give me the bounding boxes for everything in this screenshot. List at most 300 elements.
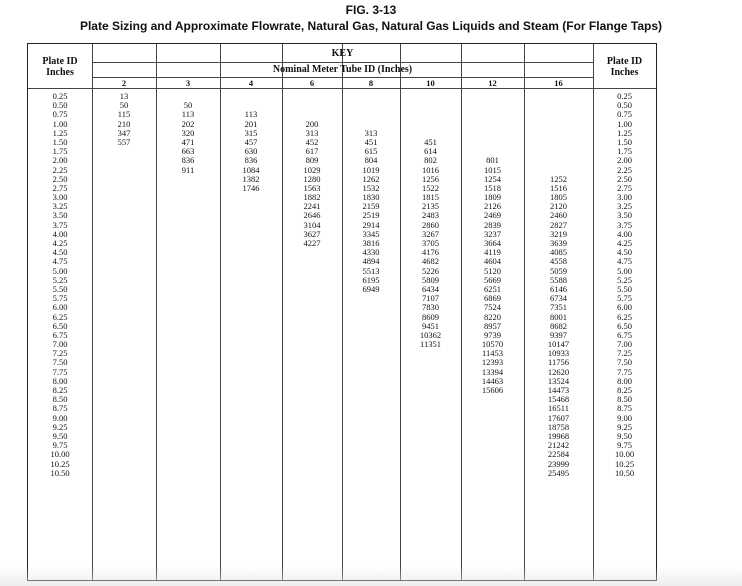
plate-id-cell: 4.00 <box>52 228 68 239</box>
flowrate-cell <box>342 358 400 367</box>
flowrate-cell <box>156 221 220 230</box>
flowrate-cell: 19968 <box>547 430 570 441</box>
plate-id-cell: 8.75 <box>617 403 632 414</box>
plate-id-cell: 7.25 <box>617 348 632 359</box>
plate-id-cell: 0.75 <box>617 109 632 120</box>
flowrate-cell <box>220 257 282 266</box>
flowrate-cell: 12620 <box>547 366 570 377</box>
flowrate-cell: 2241 <box>303 201 321 212</box>
tube-id-subheader: Nominal Meter Tube ID (Inches) <box>272 64 413 75</box>
plate-id-cell: 6.75 <box>52 329 68 340</box>
flowrate-cell: 16511 <box>548 403 569 414</box>
flowrate-cell <box>400 460 461 469</box>
flowrate-cell: 15468 <box>547 394 570 405</box>
flowrate-cell <box>400 395 461 404</box>
flowrate-cell <box>220 276 282 285</box>
plate-id-cell: 1.75 <box>617 146 632 157</box>
flowrate-cell <box>282 414 342 423</box>
flowrate-cell <box>220 221 282 230</box>
plate-id-cell: 6.25 <box>52 311 68 322</box>
flowrate-cell: 451 <box>364 136 378 147</box>
flowrate-cell <box>156 340 220 349</box>
flowrate-cell <box>156 450 220 459</box>
flow-column-6in <box>282 92 342 478</box>
flowrate-cell: 11453 <box>482 348 503 359</box>
plate-id-cell: 5.25 <box>52 274 68 285</box>
flowrate-cell: 2519 <box>362 210 380 221</box>
flowrate-cell <box>156 469 220 478</box>
flowrate-cell: 2159 <box>362 201 380 212</box>
flowrate-cell <box>282 432 342 441</box>
flowrate-cell <box>461 138 524 147</box>
plate-id-cell: 8.50 <box>617 394 632 405</box>
flowrate-cell <box>220 368 282 377</box>
flowrate-cell: 10147 <box>547 339 570 350</box>
flowrate-cell: 13 <box>119 91 129 101</box>
flowrate-cell: 313 <box>305 127 319 138</box>
flowrate-cell: 3816 <box>362 238 380 248</box>
flowrate-cell <box>92 202 156 211</box>
plate-id-cell: 8.75 <box>52 403 68 414</box>
flowrate-cell: 663 <box>181 146 195 157</box>
flowrate-cell: 2483 <box>422 210 439 221</box>
flowrate-cell <box>156 175 220 184</box>
flowrate-cell <box>92 313 156 322</box>
flowrate-cell: 5809 <box>422 274 439 285</box>
flowrate-cell <box>92 395 156 404</box>
flowrate-cell: 451 <box>424 136 437 147</box>
plate-id-cell: 3.00 <box>52 192 68 203</box>
flowrate-cell: 6434 <box>422 283 439 294</box>
flowrate-cell <box>220 441 282 450</box>
flowrate-cell <box>282 303 342 312</box>
flowrate-cell <box>220 322 282 331</box>
plate-id-cell: 10.25 <box>50 458 70 469</box>
flowrate-cell: 4085 <box>550 247 567 258</box>
flowrate-cell: 6195 <box>362 274 380 285</box>
flowrate-cell <box>282 469 342 478</box>
plate-id-cell: 5.75 <box>617 293 632 304</box>
flowrate-cell <box>92 239 156 248</box>
flowrate-cell <box>400 120 461 129</box>
flowrate-cell: 8001 <box>550 311 567 322</box>
flowrate-cell: 3664 <box>484 238 501 248</box>
flowrate-cell <box>461 460 524 469</box>
flowrate-cell: 1254 <box>484 173 501 184</box>
plate-id-cell: 6.50 <box>617 320 632 331</box>
flowrate-cell <box>400 358 461 367</box>
flowrate-cell: 13394 <box>481 366 504 377</box>
plate-id-cell: 0.25 <box>52 91 68 101</box>
flowrate-cell <box>400 432 461 441</box>
plate-id-cell: 4.25 <box>52 238 68 248</box>
flowrate-cell: 12393 <box>481 357 504 368</box>
right-plate-id-header <box>593 56 656 78</box>
plate-id-cell: 2.75 <box>617 182 632 193</box>
flowrate-cell <box>342 441 400 450</box>
tube-size-2: 2 <box>121 78 127 88</box>
flowrate-cell: 1382 <box>242 173 260 184</box>
figure-number: FIG. 3-13 <box>345 3 397 17</box>
flowrate-cell <box>220 358 282 367</box>
plate-id-cell: 2.25 <box>52 164 68 175</box>
flowrate-cell: 802 <box>424 155 437 166</box>
plate-id-cell: 2.50 <box>52 173 68 184</box>
flowrate-cell <box>92 248 156 257</box>
flowrate-cell: 1805 <box>550 192 567 203</box>
flowrate-cell <box>461 92 524 101</box>
flowrate-cell: 14473 <box>547 385 570 395</box>
left-plate-id-header <box>28 56 92 78</box>
flowrate-cell <box>342 322 400 331</box>
flowrate-cell: 3267 <box>422 228 439 239</box>
plate-id-cell: 7.75 <box>52 366 68 377</box>
flowrate-cell <box>282 92 342 101</box>
flowrate-cell: 2646 <box>303 210 321 221</box>
plate-id-cell: 1.25 <box>52 127 68 138</box>
flowrate-cell <box>156 303 220 312</box>
flowrate-cell: 9451 <box>422 320 439 331</box>
flowrate-cell: 3705 <box>422 238 439 248</box>
flowrate-cell <box>342 331 400 340</box>
flowrate-cell <box>220 285 282 294</box>
flow-column-4in <box>220 92 282 478</box>
flowrate-cell <box>461 450 524 459</box>
flow-column-12in <box>461 92 524 478</box>
plate-id-cell: 5.50 <box>52 283 68 294</box>
flowrate-cell: 347 <box>117 127 131 138</box>
flowrate-cell <box>400 368 461 377</box>
plate-id-cell: 5.75 <box>52 293 68 304</box>
flowrate-cell <box>342 460 400 469</box>
flowrate-cell: 202 <box>181 118 195 129</box>
flowrate-cell: 5513 <box>362 265 380 276</box>
flowrate-cell <box>220 414 282 423</box>
plate-id-cell: 7.50 <box>52 357 68 368</box>
flowrate-cell: 17607 <box>547 412 570 423</box>
flowrate-cell: 1815 <box>422 192 439 203</box>
flowrate-cell: 2469 <box>484 210 501 221</box>
flowrate-cell <box>282 331 342 340</box>
flowrate-cell <box>282 294 342 303</box>
flowrate-cell <box>342 377 400 386</box>
plate-id-cell: 7.00 <box>52 339 68 350</box>
flowrate-cell: 1516 <box>550 182 567 193</box>
flowrate-cell <box>220 450 282 459</box>
flowrate-cell <box>282 460 342 469</box>
plate-id-cell: 3.50 <box>52 210 68 221</box>
flowrate-cell: 1262 <box>362 173 380 184</box>
flowrate-cell <box>282 404 342 413</box>
flowrate-cell <box>282 248 342 257</box>
flowrate-cell: 1280 <box>303 173 321 184</box>
flowrate-cell: 3237 <box>484 228 501 239</box>
plate-id-cell: 10.25 <box>614 458 635 469</box>
flowrate-cell: 200 <box>305 118 319 129</box>
flowrate-cell: 7524 <box>484 302 501 313</box>
flowrate-cell: 4604 <box>484 256 501 267</box>
flowrate-cell: 3639 <box>550 238 567 248</box>
flowrate-cell <box>220 331 282 340</box>
flowrate-cell <box>156 331 220 340</box>
plate-id-cell: 2.75 <box>52 182 68 193</box>
flowrate-cell <box>92 460 156 469</box>
flowrate-cell <box>400 110 461 119</box>
flowrate-cell: 5669 <box>484 274 501 285</box>
flowrate-cell <box>92 432 156 441</box>
flowrate-cell: 1256 <box>422 173 439 184</box>
plate-id-cell: 8.25 <box>52 385 68 395</box>
flowrate-cell <box>400 423 461 432</box>
plate-id-cell: 0.50 <box>617 100 632 111</box>
flowrate-cell: 5120 <box>484 265 501 276</box>
flowrate-cell: 9739 <box>484 329 501 340</box>
flowrate-cell: 1830 <box>362 192 380 203</box>
flowrate-cell: 7107 <box>422 293 439 304</box>
flowrate-cell <box>282 285 342 294</box>
flowrate-cell: 13524 <box>547 375 570 386</box>
flowrate-cell: 614 <box>424 146 437 157</box>
flowrate-cell <box>400 101 461 110</box>
flowrate-cell: 315 <box>244 127 258 138</box>
flowrate-cell <box>461 404 524 413</box>
flowrate-cell: 1252 <box>550 173 567 184</box>
flowrate-cell <box>92 147 156 156</box>
flowrate-cell <box>220 239 282 248</box>
flowrate-cell: 911 <box>181 164 195 175</box>
flowrate-cell: 2135 <box>422 201 439 212</box>
flowrate-cell: 4558 <box>550 256 567 267</box>
plate-id-cell: 9.00 <box>617 412 632 423</box>
flowrate-cell: 320 <box>181 127 195 138</box>
flowrate-cell <box>400 386 461 395</box>
flowrate-cell <box>461 129 524 138</box>
plate-id-cell: 5.00 <box>617 265 632 276</box>
flowrate-cell: 21242 <box>547 440 570 451</box>
flowrate-table <box>27 43 657 581</box>
flowrate-cell: 3345 <box>362 228 380 239</box>
flowrate-cell <box>282 450 342 459</box>
tube-size-8: 8 <box>368 78 374 88</box>
plate-id-cell: 5.50 <box>617 283 632 294</box>
plate-id-cell: 2.00 <box>52 155 68 166</box>
flowrate-cell <box>220 349 282 358</box>
flowrate-cell <box>156 193 220 202</box>
flowrate-cell <box>524 92 593 101</box>
flowrate-cell <box>282 349 342 358</box>
flowrate-cell: 7830 <box>422 302 439 313</box>
flowrate-cell <box>282 101 342 110</box>
flowrate-cell <box>342 313 400 322</box>
flowrate-cell <box>524 129 593 138</box>
plate-id-cell: 8.50 <box>52 394 68 405</box>
plate-id-cell: 4.75 <box>617 256 632 267</box>
flowrate-cell: 14463 <box>481 375 504 386</box>
flowrate-cell: 1809 <box>484 192 501 203</box>
bottom-shadow <box>0 566 742 586</box>
flowrate-cell <box>92 331 156 340</box>
plate-id-column-left <box>28 92 92 478</box>
flowrate-cell <box>400 377 461 386</box>
flowrate-cell <box>156 358 220 367</box>
flowrate-cell <box>92 423 156 432</box>
tube-size-12: 12 <box>488 78 497 88</box>
flowrate-cell <box>156 395 220 404</box>
flowrate-cell <box>220 248 282 257</box>
plate-id-cell: 10.50 <box>614 467 635 478</box>
flowrate-cell <box>156 322 220 331</box>
flowrate-cell: 3219 <box>550 228 567 239</box>
flowrate-cell: 557 <box>117 136 131 147</box>
plate-id-cell: 0.50 <box>52 100 68 111</box>
flowrate-cell: 8609 <box>422 311 439 322</box>
flowrate-cell: 1532 <box>362 182 380 193</box>
flowrate-cell: 4119 <box>484 247 501 258</box>
flowrate-cell <box>220 211 282 220</box>
flowrate-cell <box>92 294 156 303</box>
right-header-line1: Plate ID <box>606 56 643 67</box>
plate-id-cell: 9.75 <box>617 440 632 451</box>
plate-id-cell: 4.25 <box>617 238 632 248</box>
flowrate-cell <box>220 193 282 202</box>
flowrate-cell <box>282 441 342 450</box>
plate-id-cell: 1.25 <box>617 127 632 138</box>
flowrate-cell <box>342 432 400 441</box>
flowrate-cell: 22584 <box>547 449 570 460</box>
plate-id-cell: 3.50 <box>617 210 632 221</box>
flowrate-cell: 201 <box>244 118 258 129</box>
plate-id-cell: 9.00 <box>52 412 68 423</box>
flowrate-cell: 25495 <box>547 467 570 478</box>
flowrate-cell <box>461 469 524 478</box>
flowrate-cell <box>156 285 220 294</box>
flowrate-cell: 2914 <box>362 219 380 230</box>
flowrate-cell <box>92 441 156 450</box>
flowrate-cell <box>92 349 156 358</box>
flowrate-cell: 1522 <box>422 182 439 193</box>
plate-id-cell: 1.00 <box>617 118 632 129</box>
flowrate-cell: 3627 <box>303 228 321 239</box>
plate-id-cell: 2.00 <box>617 155 632 166</box>
flowrate-cell <box>220 230 282 239</box>
flowrate-cell <box>92 193 156 202</box>
flowrate-cell <box>156 239 220 248</box>
flowrate-cell <box>156 294 220 303</box>
flowrate-cell: 452 <box>305 136 319 147</box>
plate-id-cell: 8.00 <box>617 375 632 386</box>
flowrate-cell <box>342 294 400 303</box>
plate-id-cell: 5.00 <box>52 265 68 276</box>
flowrate-cell <box>220 377 282 386</box>
flowrate-cell: 615 <box>364 146 378 157</box>
flowrate-cell <box>342 340 400 349</box>
flowrate-cell <box>461 101 524 110</box>
plate-id-cell: 9.75 <box>52 440 68 451</box>
flowrate-cell: 1015 <box>484 164 501 175</box>
flowrate-cell <box>282 322 342 331</box>
flowrate-cell: 2120 <box>550 201 567 212</box>
flowrate-cell <box>342 386 400 395</box>
flowrate-cell <box>156 267 220 276</box>
flowrate-cell: 113 <box>181 109 195 120</box>
flowrate-cell <box>342 110 400 119</box>
plate-id-cell: 0.25 <box>617 91 632 101</box>
flowrate-cell: 801 <box>486 155 499 166</box>
flowrate-cell: 15606 <box>481 385 504 395</box>
flowrate-cell: 113 <box>244 109 258 120</box>
flowrate-cell <box>92 276 156 285</box>
flowrate-cell: 4330 <box>362 247 380 258</box>
flowrate-cell <box>220 303 282 312</box>
plate-id-cell: 2.50 <box>617 173 632 184</box>
flowrate-cell: 2827 <box>550 219 567 230</box>
flowrate-cell: 1563 <box>303 182 321 193</box>
flowrate-cell <box>92 340 156 349</box>
flowrate-cell: 1016 <box>422 164 439 175</box>
flowrate-cell: 8682 <box>550 320 567 331</box>
flowrate-cell: 1882 <box>303 192 321 203</box>
plate-id-cell: 9.25 <box>617 421 632 432</box>
flowrate-cell <box>282 313 342 322</box>
flowrate-cell: 6251 <box>484 283 501 294</box>
flowrate-cell <box>524 101 593 110</box>
flowrate-cell <box>92 175 156 184</box>
flowrate-cell: 50 <box>119 100 129 111</box>
plate-id-cell: 4.75 <box>52 256 68 267</box>
flowrate-cell: 50 <box>183 100 193 111</box>
flowrate-cell <box>156 248 220 257</box>
flowrate-cell <box>92 221 156 230</box>
plate-id-cell: 5.25 <box>617 274 632 285</box>
flowrate-cell: 10570 <box>481 339 504 350</box>
flowrate-cell <box>92 469 156 478</box>
flowrate-cell <box>400 450 461 459</box>
flowrate-cell <box>156 230 220 239</box>
flowrate-cell <box>92 267 156 276</box>
plate-id-cell: 6.25 <box>617 311 632 322</box>
flowrate-cell: 1019 <box>362 164 380 175</box>
flowrate-cell <box>282 423 342 432</box>
flowrate-cell: 1518 <box>484 182 501 193</box>
flowrate-cell: 457 <box>244 136 258 147</box>
flowrate-cell <box>156 202 220 211</box>
flowrate-cell <box>461 423 524 432</box>
flowrate-cell <box>342 404 400 413</box>
flowrate-cell: 5226 <box>422 265 439 276</box>
flow-column-16in <box>524 92 593 478</box>
flowrate-cell <box>342 92 400 101</box>
flowrate-cell: 4176 <box>422 247 439 258</box>
tube-size-6: 6 <box>309 78 315 88</box>
flowrate-cell <box>156 460 220 469</box>
flowrate-cell <box>400 469 461 478</box>
flowrate-cell <box>92 450 156 459</box>
flowrate-cell <box>461 395 524 404</box>
flowrate-cell <box>92 303 156 312</box>
flowrate-cell <box>220 460 282 469</box>
flowrate-cell <box>461 120 524 129</box>
flowrate-cell: 5588 <box>550 274 567 285</box>
tube-size-10: 10 <box>426 78 435 88</box>
flowrate-cell: 3104 <box>303 219 321 230</box>
flowrate-cell <box>92 322 156 331</box>
tube-size-3: 3 <box>185 78 191 88</box>
flowrate-cell <box>156 386 220 395</box>
flowrate-cell <box>400 349 461 358</box>
plate-id-cell: 6.50 <box>52 320 68 331</box>
flowrate-cell <box>461 432 524 441</box>
flowrate-cell <box>400 404 461 413</box>
